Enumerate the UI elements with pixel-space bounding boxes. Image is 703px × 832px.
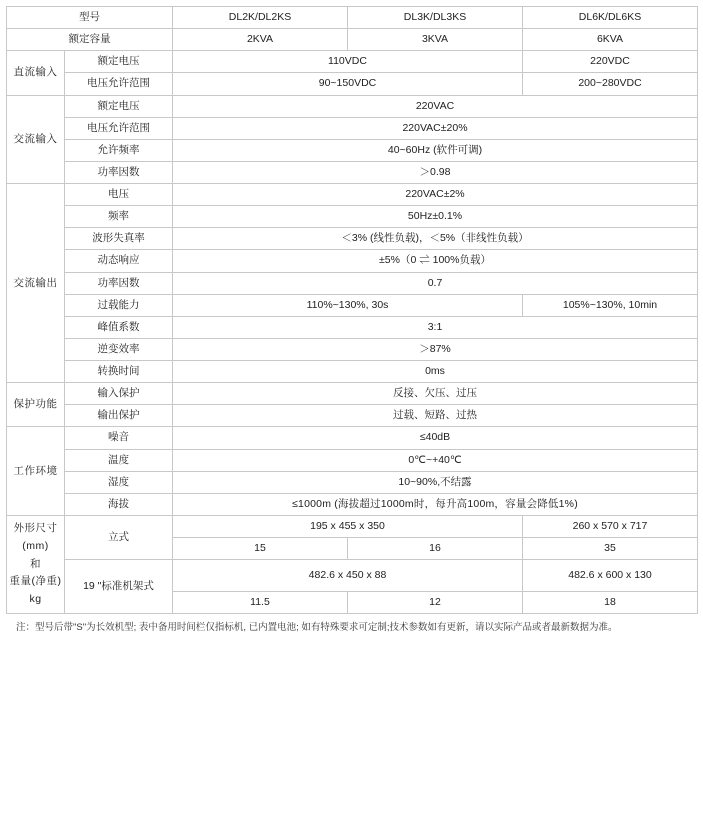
row-label-output-frequency: 频率	[65, 206, 173, 228]
output-power-factor-value: 0.7	[173, 272, 698, 294]
row-label-temperature: 温度	[65, 449, 173, 471]
row-label-humidity: 湿度	[65, 471, 173, 493]
group-environment: 工作环境	[7, 427, 65, 516]
table-row	[7, 515, 698, 537]
row-label-overload-capacity: 过载能力	[65, 294, 173, 316]
waveform-distortion-value: ＜3% (线性负载)，＜5%（非线性负载）	[173, 228, 698, 250]
table-row	[7, 471, 698, 493]
ac-rated-voltage-value: 220VAC	[173, 95, 698, 117]
table-row	[7, 493, 698, 515]
output-voltage-value: 220VAC±2%	[173, 184, 698, 206]
group-ac-output: 交流输出	[7, 184, 65, 383]
footnote: 注：型号后带"S"为长效机型; 表中备用时间栏仅指标机, 已内置电池; 如有特殊要求可定制;技术参数如有更新，请以实际产品或者最新数据为准。	[16, 622, 618, 634]
group-dimension-line5: kg	[29, 593, 42, 606]
crest-factor-value: 3:1	[173, 316, 698, 338]
rack-weight-2: 12	[348, 591, 523, 613]
row-label-altitude: 海拔	[65, 493, 173, 515]
table-row	[7, 383, 698, 405]
row-label-noise: 噪音	[65, 427, 173, 449]
table-row	[7, 294, 698, 316]
group-dc-input: 直流输入	[7, 51, 65, 95]
capacity-col-2: 3KVA	[348, 29, 523, 51]
group-ac-input: 交流输入	[7, 95, 65, 184]
table-row	[7, 139, 698, 161]
table-row	[7, 117, 698, 139]
specification-table	[6, 6, 698, 614]
table-row	[7, 316, 698, 338]
row-label-dynamic-response: 动态响应	[65, 250, 173, 272]
row-label-capacity: 额定容量	[7, 29, 173, 51]
table-row	[7, 338, 698, 360]
dc-voltage-range-left: 90~150VDC	[173, 73, 523, 95]
overload-capacity-left: 110%~130%, 30s	[173, 294, 523, 316]
noise-value: ≤40dB	[173, 427, 698, 449]
tower-size-left: 195 x 455 x 350	[173, 515, 523, 537]
row-label-dc-voltage-range: 电压允许范围	[65, 73, 173, 95]
table-row	[7, 449, 698, 471]
model-col-3: DL6K/DL6KS	[523, 7, 698, 29]
group-protection: 保护功能	[7, 383, 65, 427]
table-row	[7, 272, 698, 294]
table-row	[7, 427, 698, 449]
group-dimension-line1: 外形尺寸	[13, 521, 58, 534]
table-row	[7, 250, 698, 272]
table-row	[7, 95, 698, 117]
tower-size-right: 260 x 570 x 717	[523, 515, 698, 537]
dc-rated-voltage-right: 220VDC	[523, 51, 698, 73]
capacity-col-1: 2KVA	[173, 29, 348, 51]
row-label-output-power-factor: 功率因数	[65, 272, 173, 294]
row-label-output-voltage: 电压	[65, 184, 173, 206]
row-label-crest-factor: 峰值系数	[65, 316, 173, 338]
row-label-rack-type: 19 "标准机架式	[65, 560, 173, 614]
input-protection-value: 反接、欠压、过压	[173, 383, 698, 405]
row-label-transfer-time: 转换时间	[65, 361, 173, 383]
transfer-time-value: 0ms	[173, 361, 698, 383]
table-row	[7, 7, 698, 29]
table-row	[7, 228, 698, 250]
overload-capacity-right: 105%~130%, 10min	[523, 294, 698, 316]
row-label-tower-type: 立式	[65, 515, 173, 559]
row-label-inverter-efficiency: 逆变效率	[65, 338, 173, 360]
table-row	[7, 73, 698, 95]
output-protection-value: 过载、短路、过热	[173, 405, 698, 427]
dynamic-response-value: ±5%（0 ⇌ 100%负载）	[173, 250, 698, 272]
rack-weight-3: 18	[523, 591, 698, 613]
capacity-col-3: 6KVA	[523, 29, 698, 51]
table-row	[7, 560, 698, 592]
row-label-ac-frequency-range: 允许频率	[65, 139, 173, 161]
ac-power-factor-value: ＞0.98	[173, 161, 698, 183]
table-row	[7, 361, 698, 383]
inverter-efficiency-value: ＞87%	[173, 338, 698, 360]
model-col-1: DL2K/DL2KS	[173, 7, 348, 29]
table-row	[7, 184, 698, 206]
row-label-ac-power-factor: 功率因数	[65, 161, 173, 183]
ac-voltage-range-value: 220VAC±20%	[173, 117, 698, 139]
rack-size-right: 482.6 x 600 x 130	[523, 560, 698, 592]
table-row	[7, 206, 698, 228]
tower-weight-1: 15	[173, 538, 348, 560]
group-dimension-line2: (mm)	[22, 539, 49, 552]
model-col-2: DL3K/DL3KS	[348, 7, 523, 29]
humidity-value: 10~90%,不结露	[173, 471, 698, 493]
tower-weight-3: 35	[523, 538, 698, 560]
table-row	[7, 161, 698, 183]
altitude-value: ≤1000m (海拔超过1000m时，每升高100m，容量会降低1%)	[173, 493, 698, 515]
rack-weight-1: 11.5	[173, 591, 348, 613]
dc-rated-voltage-left: 110VDC	[173, 51, 523, 73]
tower-weight-2: 16	[348, 538, 523, 560]
table-row	[7, 29, 698, 51]
row-label-model: 型号	[7, 7, 173, 29]
table-row	[7, 51, 698, 73]
row-label-input-protection: 输入保护	[65, 383, 173, 405]
row-label-dc-rated-voltage: 额定电压	[65, 51, 173, 73]
rack-size-left: 482.6 x 450 x 88	[173, 560, 523, 592]
table-row	[7, 405, 698, 427]
group-dimension-line3: 和	[30, 557, 41, 570]
temperature-value: 0℃~+40℃	[173, 449, 698, 471]
group-dimension-line4: 重量(净重)	[9, 575, 62, 588]
row-label-waveform-distortion: 波形失真率	[65, 228, 173, 250]
output-frequency-value: 50Hz±0.1%	[173, 206, 698, 228]
ac-frequency-range-value: 40~60Hz (软件可调)	[173, 139, 698, 161]
row-label-ac-voltage-range: 电压允许范围	[65, 117, 173, 139]
group-dimension-weight	[7, 515, 65, 613]
dc-voltage-range-right: 200~280VDC	[523, 73, 698, 95]
row-label-output-protection: 输出保护	[65, 405, 173, 427]
row-label-ac-rated-voltage: 额定电压	[65, 95, 173, 117]
